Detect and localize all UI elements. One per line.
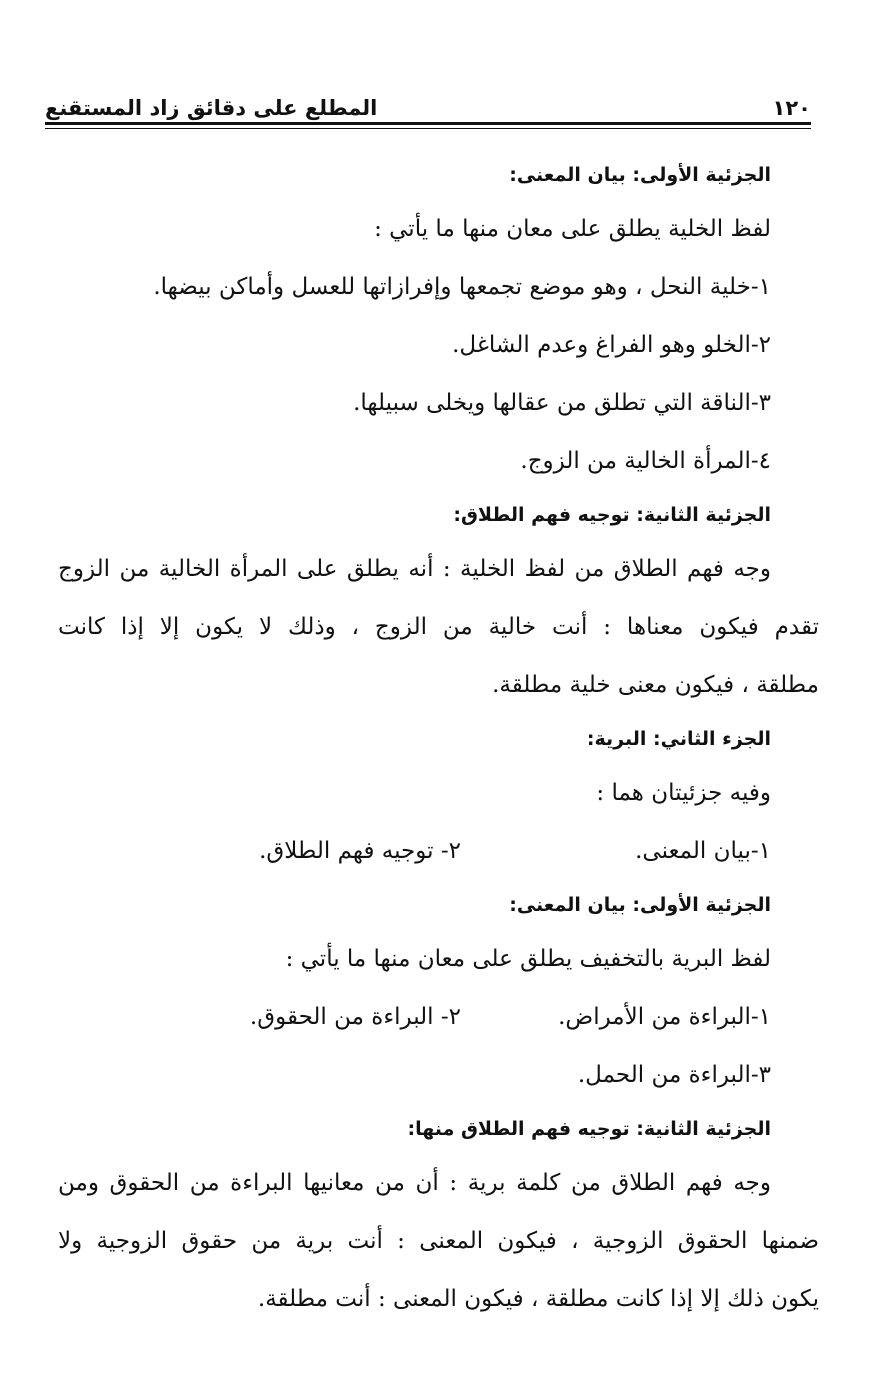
paragraph-line: ضمنها الحقوق الزوجية ، فيكون المعنى : أنت برية من حقوق الزوجية ولا — [58, 1228, 819, 1254]
section-heading: الجزئية الأولى: بيان المعنى: — [509, 894, 771, 916]
section-heading: الجزئية الثانية: توجيه فهم الطلاق منها: — [407, 1118, 771, 1140]
two-column-list — [58, 822, 771, 880]
section-heading: الجزئية الثانية: توجيه فهم الطلاق: — [453, 504, 771, 526]
list-item: ١-بيان المعنى. — [635, 838, 771, 864]
paragraph: لفظ البرية بالتخفيف يطلق على معان منها ما يأتي : — [285, 946, 771, 972]
paragraph-line: مطلقة ، فيكون معنى خلية مطلقة. — [492, 672, 819, 698]
section-heading: الجزء الثاني: البرية: — [586, 728, 771, 750]
list-item: ١-البراءة من الأمراض. — [558, 1004, 771, 1030]
paragraph: وفيه جزئيتان هما : — [596, 780, 771, 806]
list-item: ٤-المرأة الخالية من الزوج. — [520, 448, 771, 474]
list-item: ٢-الخلو وهو الفراغ وعدم الشاغل. — [452, 332, 771, 358]
paragraph: لفظ الخلية يطلق على معان منها ما يأتي : — [374, 216, 771, 242]
list-item: ٢- البراءة من الحقوق. — [249, 1004, 461, 1030]
header-rule-thick — [45, 122, 811, 125]
list-item: ١-خلية النحل ، وهو موضع تجمعها وإفرازاتها للعسل وأماكن بيضها. — [153, 274, 771, 300]
paragraph-line: تقدم فيكون معناها : أنت خالية من الزوج ، وذلك لا يكون إلا إذا كانت — [58, 614, 819, 640]
list-item: ٢- توجيه فهم الطلاق. — [259, 838, 461, 864]
page-body — [58, 150, 819, 1328]
paragraph-line: يكون ذلك إلا إذا كانت مطلقة ، فيكون المعنى : أنت مطلقة. — [257, 1286, 819, 1312]
section-heading: الجزئية الأولى: بيان المعنى: — [509, 164, 771, 186]
book-title: المطلع على دقائق زاد المستقنع — [45, 96, 378, 120]
two-column-list — [58, 988, 771, 1046]
paragraph-line: وجه فهم الطلاق من كلمة برية : أن من معانيها البراءة من الحقوق ومن — [58, 1170, 771, 1196]
list-item: ٣-الناقة التي تطلق من عقالها ويخلى سبيلها. — [353, 390, 771, 416]
running-header — [45, 84, 811, 120]
list-item: ٣-البراءة من الحمل. — [577, 1062, 771, 1088]
page-number: ١٢٠ — [772, 96, 811, 120]
header-rule-thin — [45, 128, 811, 129]
paragraph-line: وجه فهم الطلاق من لفظ الخلية : أنه يطلق على المرأة الخالية من الزوج — [58, 556, 771, 582]
